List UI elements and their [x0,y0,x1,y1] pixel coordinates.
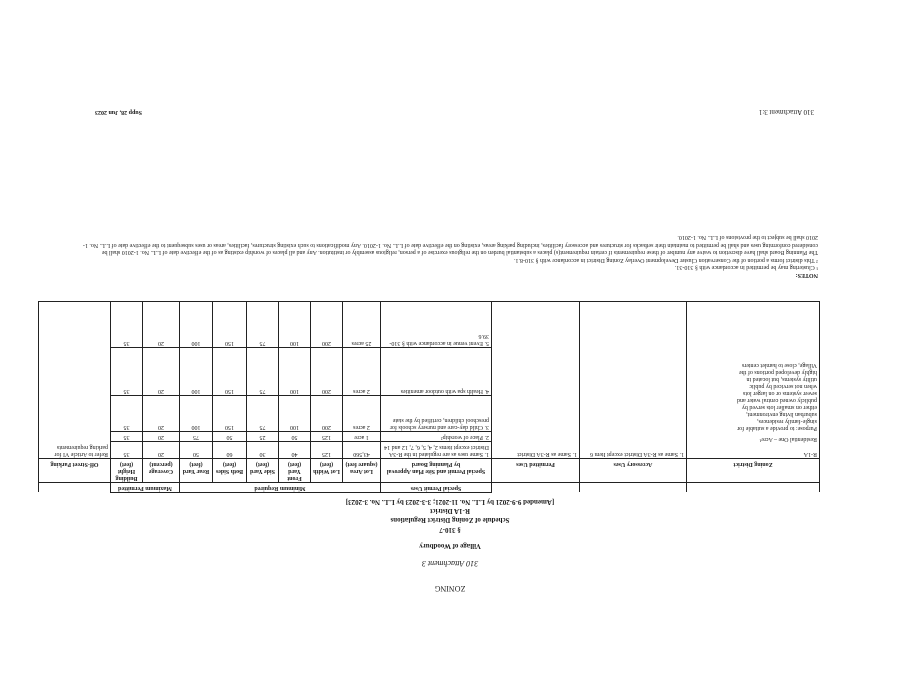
special-use: 2. Place of worship² [381,432,492,442]
both-sides: 150 [213,348,247,396]
coverage: 20 [143,348,180,396]
building-height: 35 [110,432,142,442]
special-use: 3. Child day-care and nursery schools for preschool children, certified by the state [381,396,492,432]
both-sides: 150 [213,302,247,348]
maximum-permitted-group-header: Maximum Permitted [110,483,179,493]
col-accessory-uses: Accessory Uses [580,459,687,483]
both-sides: 60 [213,442,247,459]
special-use: 4. Health spa with outdoor amenities [381,348,492,396]
coverage: 20 [143,302,180,348]
building-height: 35 [110,302,142,348]
accessory-uses-cell: 1. Same as R-3A District except Item 6 [580,302,687,459]
district-cell [687,302,820,459]
side-yard: 75 [247,302,279,348]
note-item: The Planning Board shall have discretion to waive any number of these requirements if certain requirement(s) places a substantial burden on the religious exercise of a person, religious assembly or institution. Any and all places of worship existing as of the effective date of L.L. No. 1-2010 shall be considered conforming uses and shall be permitted to maintain their setbacks for structures and accessory facilities, including parking areas, existing on the effective date of L.L. No. 1-2010. Any modifications to such existing structures, facilities, areas or uses subsequent to the effective date of L.L. No. 1-2010 shall be subject to the provisions of L.L. No. 1-2010. [82,234,818,256]
col-front-yard: Front Yard (feet) [279,459,311,483]
lot-width: 200 [311,302,343,348]
building-height: 35 [110,348,142,396]
col-zoning-district: Zoning District [687,459,820,483]
both-sides: 50 [213,432,247,442]
rear-yard: 50 [180,442,213,459]
schedule-title: Schedule of Zoning District Regulations [390,516,510,524]
lot-width: 200 [311,348,343,396]
building-height: 35 [110,396,142,432]
coverage: 20 [143,396,180,432]
lot-area: 2 acres [343,396,381,432]
both-sides: 150 [213,396,247,432]
notes-section [78,233,818,278]
special-use: 5. Event venue in accordance with § 310-39.6 [381,302,492,348]
chapter-title: ZONING [434,584,466,593]
lot-area: 2 acres [343,348,381,396]
section-number: § 310-7 [439,526,461,534]
rear-yard: 100 [180,302,213,348]
district-title: R-1A District [430,507,470,515]
lot-width: 125 [311,432,343,442]
coverage: 20 [143,442,180,459]
building-height: 35 [110,442,142,459]
amendment-note: [Amended 9-9-2021 by L.L. No. 11-2021; 3-3-2023 by L.L. No. 3-2023] [345,498,555,506]
table-row [38,442,819,459]
rear-yard: 100 [180,348,213,396]
note-item: ¹ Clustering may be permitted in accordance with § 310-31. [674,264,818,271]
col-lot-width: Lot Width (feet) [311,459,343,483]
supplement-date: Supp 28, Jun 2023 [94,109,142,115]
front-yard: 40 [279,442,311,459]
side-yard: 25 [247,432,279,442]
col-building-height: Building Height (feet) [110,459,142,483]
side-yard: 30 [247,442,279,459]
lot-width: 200 [311,396,343,432]
municipality-title: Village of Woodbury [419,542,481,550]
zoning-schedule-table [38,301,820,493]
special-permit-group-header: Special Permit Uses [381,483,492,493]
district-purpose: Purpose: to provide a suitable for single-family residences, suburban living environment, either on smaller lots served by publicly owned central water and sewer systems or on larger lots when not serviced by public utility systems, but located in highly developed portions of the Village, close to hamlet centers [737,362,817,431]
col-special-permit: Special Permit and Site Plan Approval by Planning Board [381,459,492,483]
district-name: Residential One – Acre¹ [759,436,817,442]
col-coverage: Coverage (percent) [143,459,180,483]
special-use: 1. Same uses as are regulated in the R-3A District except items 2, 4, 5, 6, 7, 12 and 14 [381,442,492,459]
notes-heading: NOTES: [795,272,818,278]
rear-yard: 75 [180,432,213,442]
column-header-row [38,459,819,483]
rear-yard: 100 [180,396,213,432]
coverage: 20 [143,432,180,442]
permitted-uses-cell: 1. Same as R-3A District [492,302,580,459]
attachment-page-number: 310 Attachment 3:1 [758,108,814,116]
front-yard: 50 [279,432,311,442]
lot-area: 43,560 [343,442,381,459]
front-yard: 100 [279,302,311,348]
col-side-yard: Side Yard (feet) [247,459,279,483]
lot-area: 1 acre [343,432,381,442]
district-code: R-1A [803,451,817,457]
col-permitted-uses: Permitted Uses [492,459,580,483]
note-item: ² This district forms a portion of the Conservation Cluster Development Overlay Zoning District in accordance with § 310-8.1. [514,257,818,263]
lot-width: 125 [311,442,343,459]
parking-cell: Refer to Article VI for parking requirements [38,302,110,459]
col-both-sides: Both Sides (feet) [213,459,247,483]
front-yard: 100 [279,396,311,432]
group-header-row [38,483,819,493]
attachment-title: 310 Attachment 3 [421,559,479,568]
col-off-street-parking: Off-Street Parking [38,459,110,483]
side-yard: 75 [247,348,279,396]
side-yard: 75 [247,396,279,432]
lot-area: 25 acres [343,302,381,348]
col-lot-area: Lot Area (square feet) [343,459,381,483]
minimum-required-group-header: Minimum Required [180,483,381,493]
col-rear-yard: Rear Yard (feet) [180,459,213,483]
front-yard: 100 [279,348,311,396]
